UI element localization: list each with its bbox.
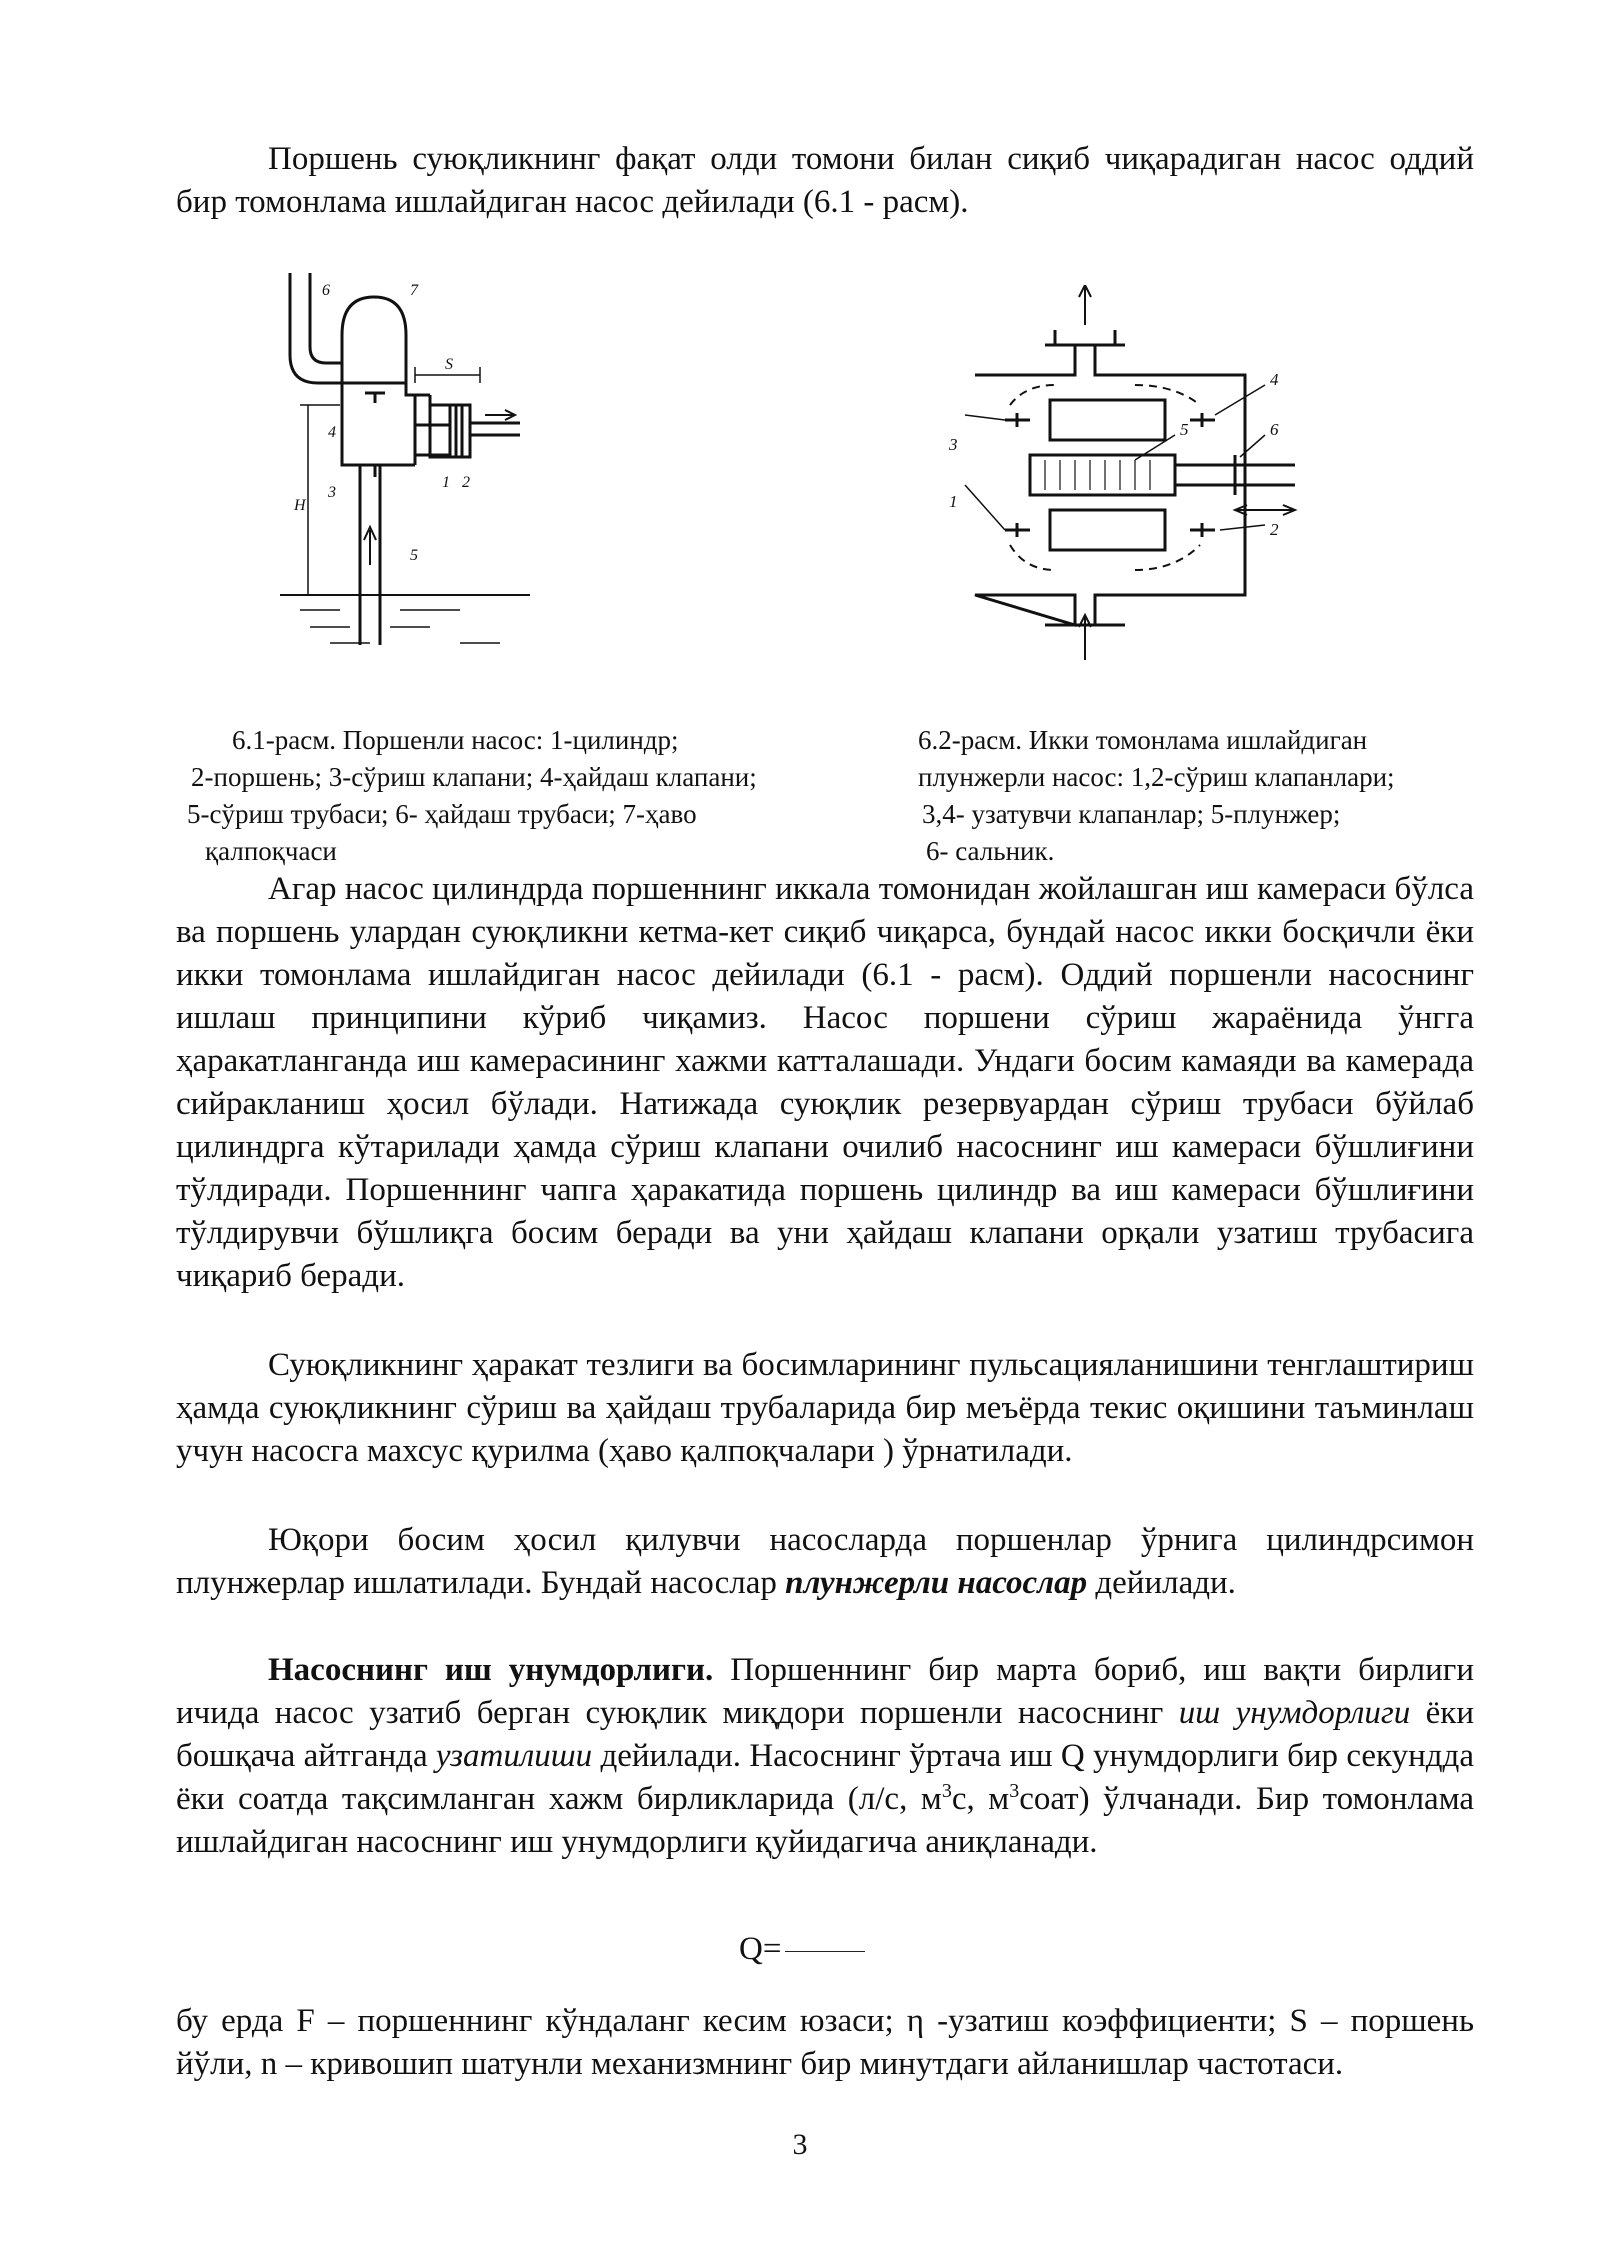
fig1-label-7: 7 (410, 282, 418, 299)
section-heading: Насоснинг иш унумдорлиги. (268, 1652, 714, 1688)
para5-text: ёки бошқача айтганда (176, 1695, 1475, 1774)
fig2-label-1: 1 (949, 492, 958, 511)
fig1-label-1: 1 (442, 474, 450, 491)
figure-6-2-caption (918, 722, 1395, 870)
fig1-label-5: 5 (410, 547, 418, 564)
fig2-label-3: 3 (949, 435, 958, 454)
fig1-label-3: 3 (328, 484, 336, 501)
fig2-caption-line: 6- сальник. (926, 836, 1055, 866)
para5-text: соат) ўлчанади. Бир томонлама ишлайдиган насоснинг иш унумдорлиги қуйидагича аниқланади. (176, 1781, 1475, 1860)
figure-6-1-caption (187, 722, 757, 870)
fig2-caption-line: 6.2-расм. Икки томонлама ишлайдиган (918, 725, 1368, 755)
paragraph-plunger (176, 1519, 1474, 1605)
fig1-label-4: 4 (328, 424, 336, 441)
superscript: 3 (1009, 1780, 1020, 1802)
para5-italic: иш унумдорлиги (1178, 1695, 1411, 1731)
intro-paragraph: Поршень суюқликнинг фақат олди томони билан сиқиб чиқарадиган насос оддий бир томонлама ишлайдиган насос дейилади (6.1 - расм). (176, 141, 1474, 220)
paragraph-air-caps: Суюқликнинг ҳаракат тезлиги ва босимларининг пульсацияланишини тенглаштириш ҳамда суюқликнинг сўриш ва ҳайдаш трубаларида бир меъёрда текис оқишини таъминлаш учун насосга махсус қурилма (ҳаво қалпоқчалари ) ўрнатилади. (176, 1347, 1474, 1469)
para5-text: дейилади. Насоснинг ўртача иш Q унумдорлиги бир секундда ёки соатда тақсимланган хажм бирликларида (л/с, м (176, 1738, 1474, 1817)
fig1-label-2: 2 (462, 474, 470, 491)
paragraph-principle: Агар насос цилиндрда поршеннинг иккала томонидан жойлашган иш камераси бўлса ва поршень улардан суюқликни кетма-кет сиқиб чиқарса, бундай насос икки босқичли ёки икки томонлама ишлайдиган насос дейилади (6.1 - расм). Оддий поршенли насоснинг ишлаш принципини кўриб чиқамиз. Насос поршени сўриш жараёнида ўнгга ҳаракатланганда иш камерасининг хажми катталашади. Ундаги босим камаяди ва камерада сийракланиш ҳосил бўлади. Натижада суюқлик резервуардан сўриш трубаси бўйлаб цилиндрга кўтарилади ҳамда сўриш клапани очилиб насоснинг иш камераси бўшлиғини тўлдиради. Поршеннинг чапга ҳаракатида поршень цилиндр ва иш камераси бўшлиғини тўлдирувчи бўшлиқга босим беради ва уни ҳайдаш клапани орқали узатиш трубасига чиқариб беради. (176, 871, 1474, 1294)
fig1-caption-line: 2-поршень; 3-сўриш клапани; 4-ҳайдаш клапани; (191, 762, 757, 792)
para5-text: Поршеннинг бир марта бориб, иш вақти бирлиги ичида насос узатиб берган суюқлик миқдори поршенли насоснинг (176, 1652, 1474, 1731)
fig2-label-4: 4 (1270, 370, 1279, 389)
fig1-label-s: S (445, 356, 453, 373)
superscript: 3 (941, 1780, 952, 1802)
fig1-label-6: 6 (322, 282, 330, 299)
fig2-caption-line: плунжерли насос: 1,2-сўриш клапанлари; (918, 762, 1395, 792)
paragraph-definitions: бу ерда F – поршеннинг кўндаланг кесим юзаси; η -узатиш коэффициенти; S – поршень йўли, n – кривошип шатунли механизмнинг бир минутдаги айланишлар частотаси. (176, 2003, 1474, 2082)
para5-italic: узатилиши (435, 1738, 593, 1774)
fig1-caption-line: 5-сўриш трубаси; 6- ҳайдаш трубаси; 7-ҳаво (187, 799, 697, 829)
para4-emphasis: плунжерли насослар (785, 1565, 1088, 1601)
page-number: 3 (792, 2128, 808, 2161)
formula-text: Q= (739, 1931, 782, 1967)
para4-text: Юқори босим ҳосил қилувчи насосларда поршенлар ўрнига цилиндрсимон плунжерлар ишлатилади. Бундай насослар (176, 1522, 1474, 1601)
fraction-bar (785, 1951, 865, 1952)
fig2-caption-line: 3,4- узатувчи клапанлар; 5-плунжер; (922, 799, 1341, 829)
fig1-label-h: H (294, 497, 306, 514)
fig1-caption-line: 6.1-расм. Поршенли насос: 1-цилиндр; (232, 725, 679, 755)
para4-tail: дейилади. (1087, 1565, 1236, 1601)
para5-text: с, м (951, 1781, 1010, 1817)
fig2-label-6: 6 (1270, 420, 1279, 439)
fig1-caption-line: қалпоқчаси (205, 836, 337, 866)
figure-6-2-plunger-pump (935, 285, 1405, 665)
fig2-label-2: 2 (1270, 520, 1279, 539)
fig2-label-5: 5 (1180, 420, 1189, 439)
paragraph-productivity (176, 1649, 1474, 1864)
formula (739, 1928, 865, 1971)
figure-6-1-piston-pump (280, 265, 560, 655)
